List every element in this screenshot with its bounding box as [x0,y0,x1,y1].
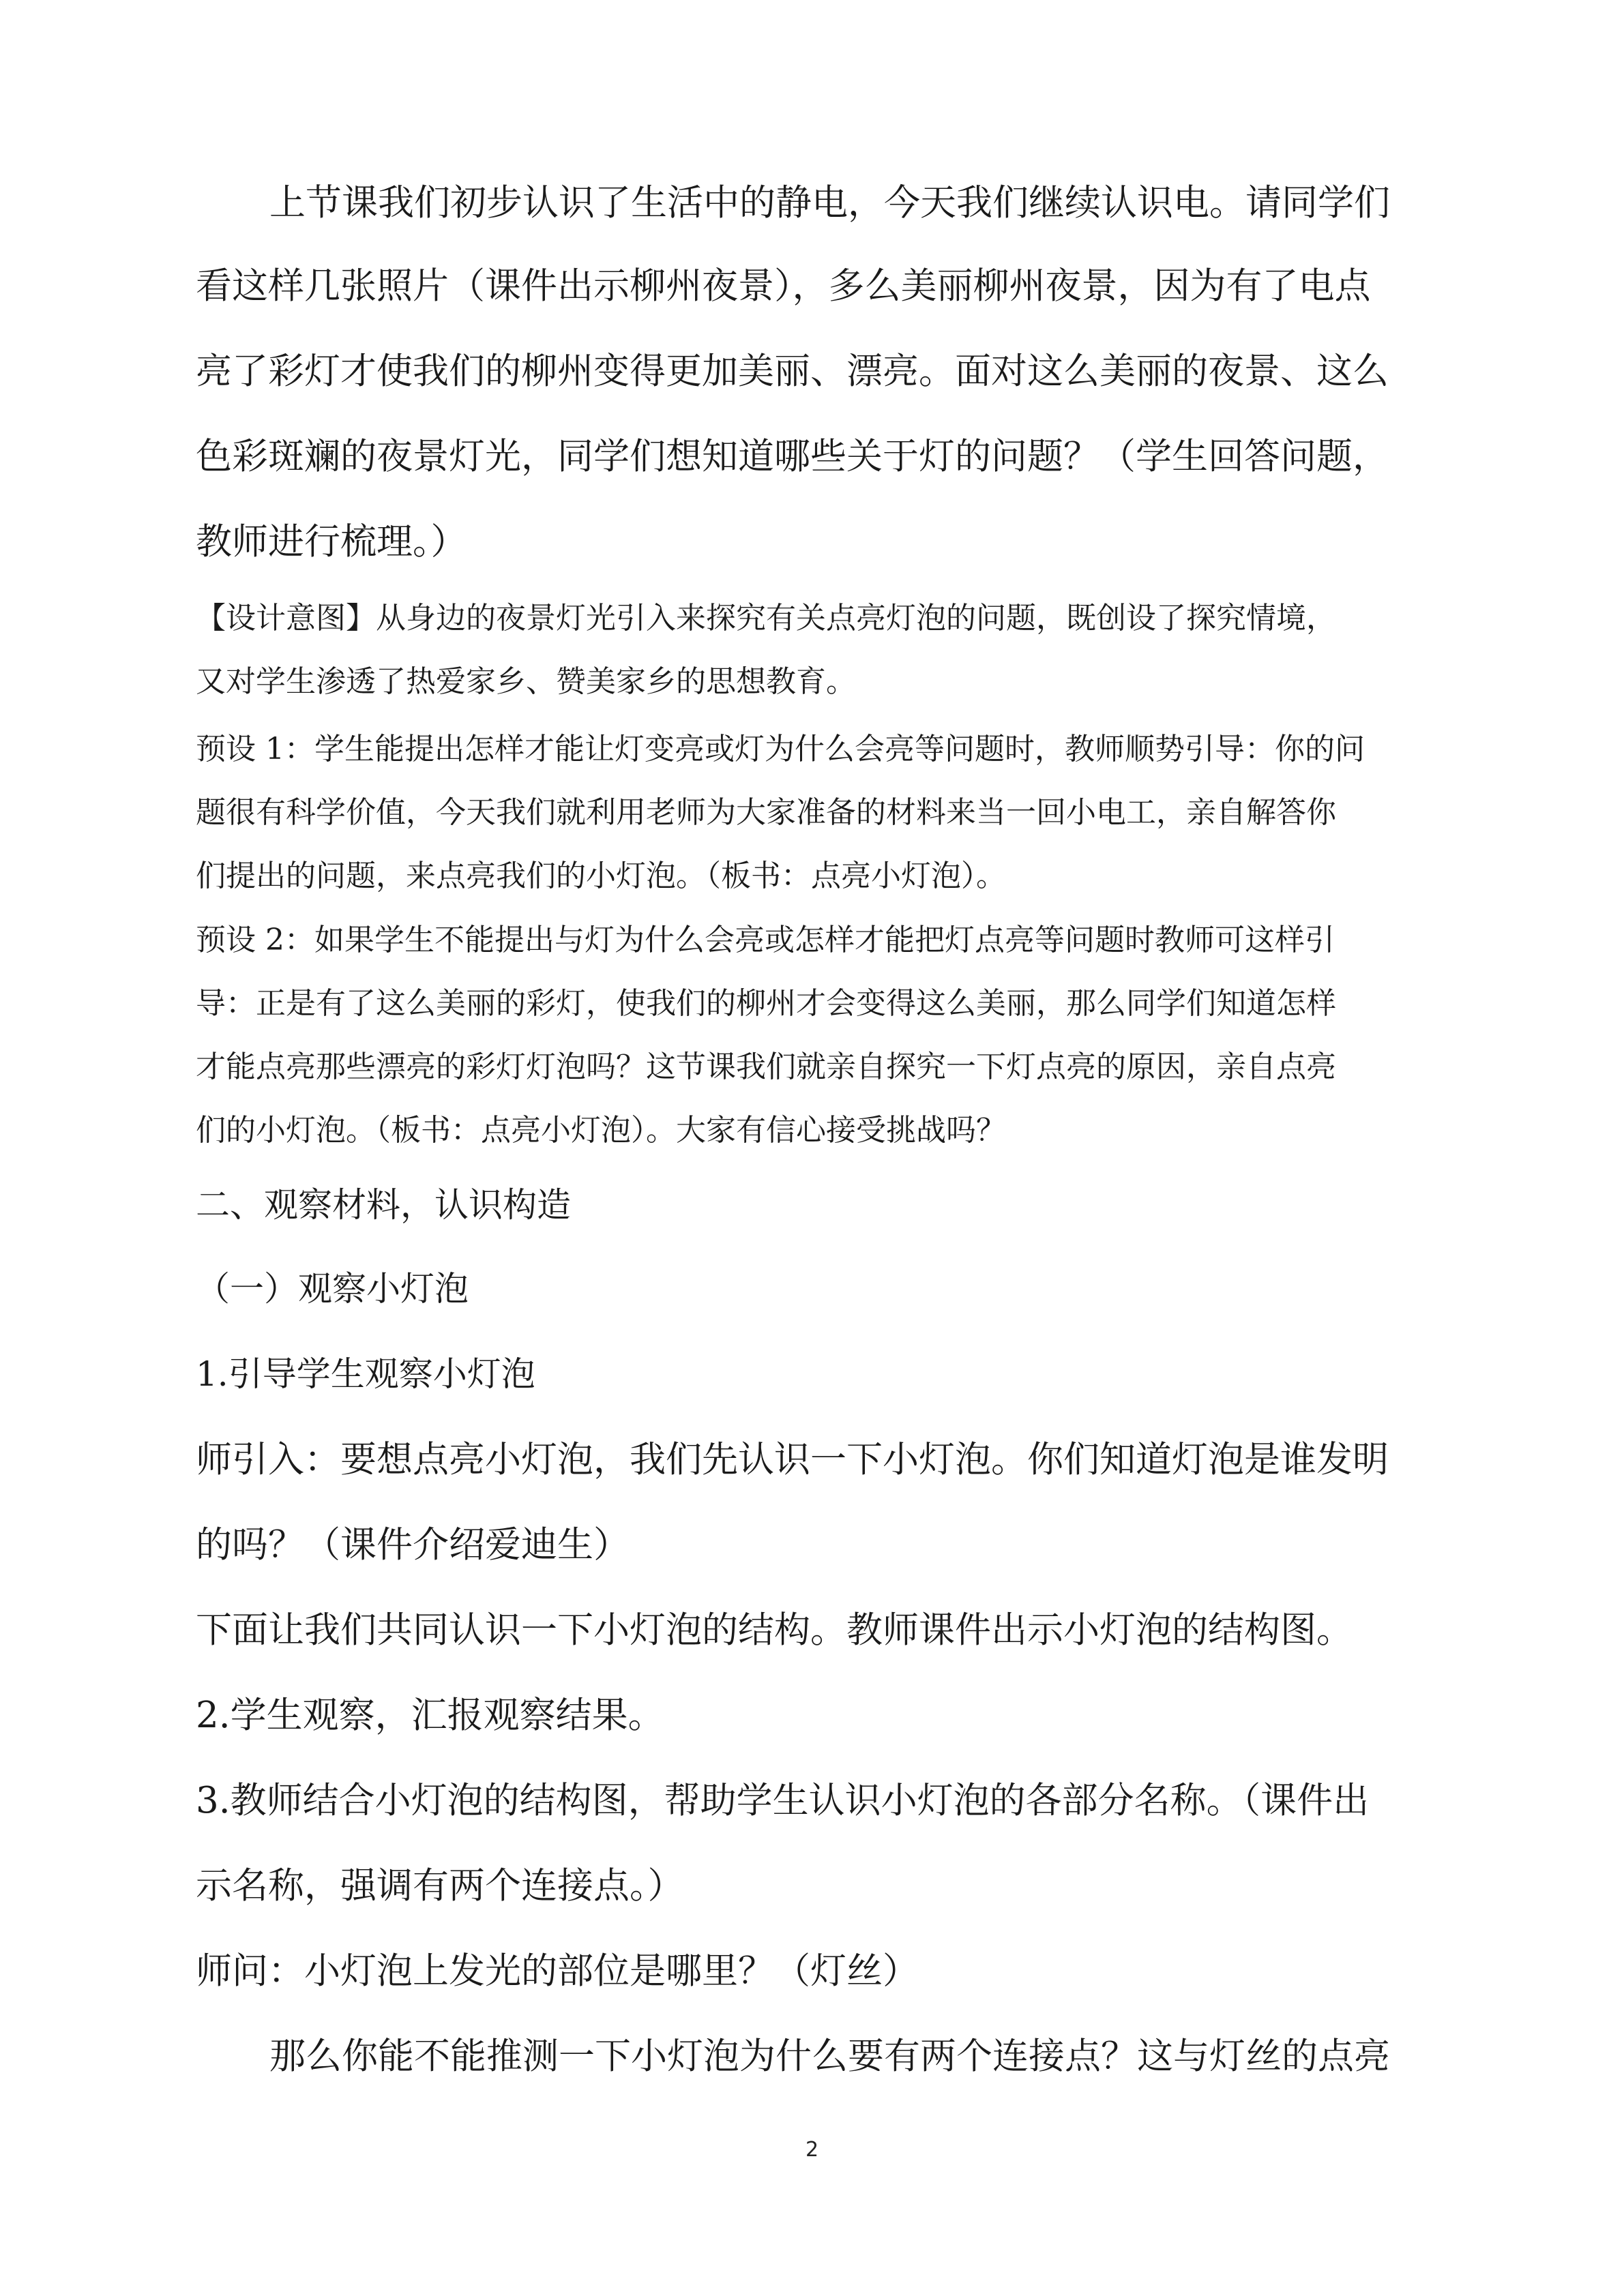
step-3-line-2: 示名称，强调有两个连接点。） [196,1865,684,1907]
preset2-line-4: 们的小灯泡。（板书：点亮小灯泡）。大家有信心接受挑战吗？ [196,1113,1006,1148]
teacher-intro-line-2: 的吗？（课件介绍爱迪生） [196,1524,630,1566]
intro-line-2: 看这样几张照片（课件出示柳州夜景），多么美丽柳州夜景，因为有了电点 [196,265,1371,307]
page-number: 2 [805,2138,819,2162]
design-intent-line-1: 【设计意图】从身边的夜景灯光引入来探究有关点亮灯泡的问题，既创设了探究情境， [196,601,1336,636]
step-2: 2.学生观察，汇报观察结果。 [196,1695,664,1736]
preset2-line-1: 预设 2：如果学生不能提出与灯为什么会亮或怎样才能把灯点亮等问题时教师可这样引 [196,923,1335,957]
closing-line: 那么你能不能推测一下小灯泡为什么要有两个连接点？这与灯丝的点亮 [269,2036,1390,2077]
intro-line-4: 色彩斑斓的夜景灯光，同学们想知道哪些关于灯的问题？（学生回答问题， [196,436,1389,477]
structure-line: 下面让我们共同认识一下小灯泡的结构。教师课件出示小灯泡的结构图。 [196,1609,1353,1651]
design-intent-line-2: 又对学生渗透了热爱家乡、赞美家乡的思想教育。 [196,664,856,699]
preset1-line-2: 题很有科学价值，今天我们就利用老师为大家准备的材料来当一回小电工，亲自解答你 [196,795,1336,830]
section-heading: 二、观察材料，认识构造 [196,1185,571,1225]
intro-line-3: 亮了彩灯才使我们的柳州变得更加美丽、漂亮。面对这么美丽的夜景、这么 [196,351,1389,392]
preset1-line-3: 们提出的问题，来点亮我们的小灯泡。（板书：点亮小灯泡）。 [196,859,1006,893]
subsection-heading: （一）观察小灯泡 [196,1269,469,1309]
teacher-intro-line-1: 师引入：要想点亮小灯泡，我们先认识一下小灯泡。你们知道灯泡是谁发明 [196,1439,1389,1480]
intro-line-1: 上节课我们初步认识了生活中的静电，今天我们继续认识电。请同学们 [269,182,1390,224]
teacher-question: 师问：小灯泡上发光的部位是哪里？（灯丝） [196,1950,919,1992]
preset2-line-3: 才能点亮那些漂亮的彩灯灯泡吗？这节课我们就亲自探究一下灯点亮的原因，亲自点亮 [196,1049,1336,1084]
preset2-line-2: 导：正是有了这么美丽的彩灯，使我们的柳州才会变得这么美丽，那么同学们知道怎样 [196,986,1336,1021]
step-3-line-1: 3.教师结合小灯泡的结构图，帮助学生认识小灯泡的各部分名称。（课件出 [196,1780,1370,1821]
intro-line-5: 教师进行梳理。） [196,521,467,563]
preset1-line-1: 预设 1：学生能提出怎样才能让灯变亮或灯为什么会亮等问题时，教师顺势引导：你的问 [196,732,1365,766]
step-1: 1.引导学生观察小灯泡 [196,1354,535,1394]
